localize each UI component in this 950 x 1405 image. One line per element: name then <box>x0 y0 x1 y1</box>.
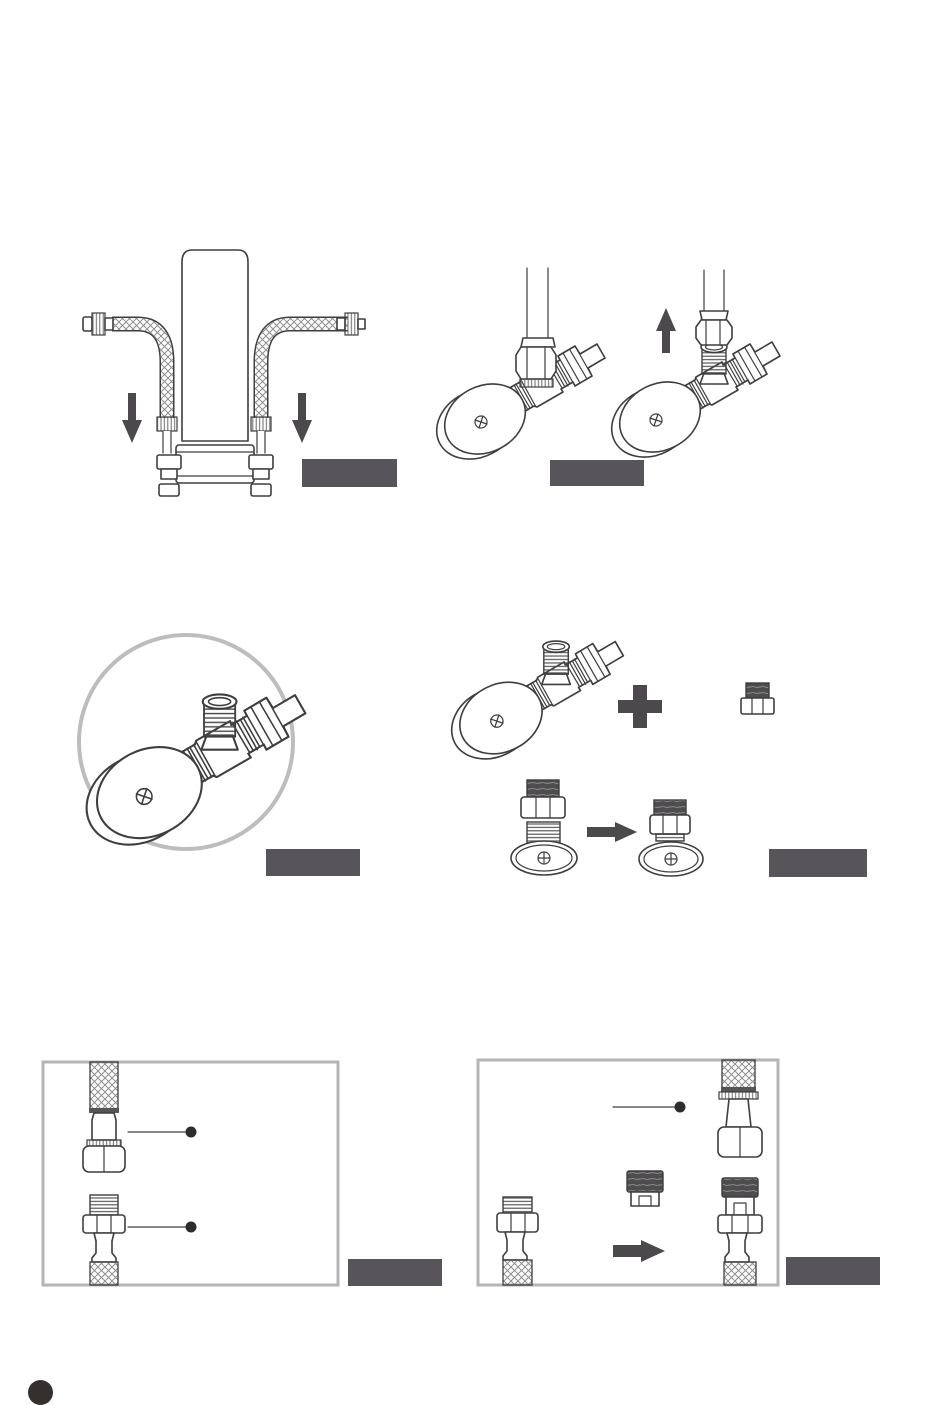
step-label-mid-right <box>769 849 867 877</box>
step-label-bottom-right <box>786 1257 880 1285</box>
filter-body <box>182 250 248 441</box>
callout-hose-nut <box>613 1102 686 1113</box>
right-arrow-icon <box>613 1240 665 1262</box>
plus-icon <box>618 685 662 728</box>
step-label-mid-left <box>266 849 360 876</box>
up-arrow-icon <box>656 308 676 353</box>
adapter-assembly-steps <box>511 780 703 876</box>
base-connector-right <box>249 455 273 496</box>
male-threaded-fitting <box>83 1195 125 1285</box>
hose-end-nut <box>92 313 105 335</box>
callout-hose-nut <box>128 1127 197 1138</box>
adapter-nut <box>521 780 565 818</box>
faucet-adapter <box>741 683 774 714</box>
compression-nut-loose <box>696 270 732 345</box>
hose-end-nut <box>345 313 358 335</box>
angle-valve <box>439 641 623 773</box>
braided-hose-right <box>251 313 365 453</box>
inset-panel-right <box>478 1060 778 1285</box>
callout-male-fitting <box>128 1222 197 1233</box>
male-threaded-fitting <box>497 1197 538 1285</box>
hose-end-cap <box>83 317 92 331</box>
callout-dot <box>186 1222 197 1233</box>
step-label-top-right <box>550 460 644 486</box>
panel-border <box>43 1062 338 1285</box>
callout-dot <box>186 1127 197 1138</box>
adapter-part <box>627 1171 663 1206</box>
filter-base <box>176 445 254 483</box>
callout-dot <box>675 1102 686 1113</box>
right-arrow-icon <box>587 822 637 842</box>
hose-collar <box>251 417 271 431</box>
step-label-top-left <box>302 459 397 487</box>
magnified-valve-circle <box>71 635 306 862</box>
valve-outlet-top-view <box>511 822 577 875</box>
angle-valve-with-riser <box>425 268 605 472</box>
adapter-installed-on-fitting <box>718 1178 762 1285</box>
valve-plus-adapter <box>439 641 774 773</box>
down-arrow-icon <box>122 393 142 443</box>
hose-female-nut-end <box>718 1060 762 1157</box>
base-connector-left <box>157 455 181 496</box>
step-label-bottom-left <box>348 1259 442 1286</box>
adapter-installed-on-valve <box>639 800 703 876</box>
inset-panel-left <box>43 1062 338 1285</box>
angle-valve-outlet-exposed <box>600 270 780 470</box>
page-number-dot <box>28 1380 53 1405</box>
down-arrow-icon <box>292 393 312 443</box>
compression-nut-collar <box>521 338 555 347</box>
hose-female-nut-end <box>83 1062 125 1172</box>
compression-nut <box>516 347 556 379</box>
hose-collar <box>157 417 177 431</box>
hose-end-tip <box>358 319 365 329</box>
